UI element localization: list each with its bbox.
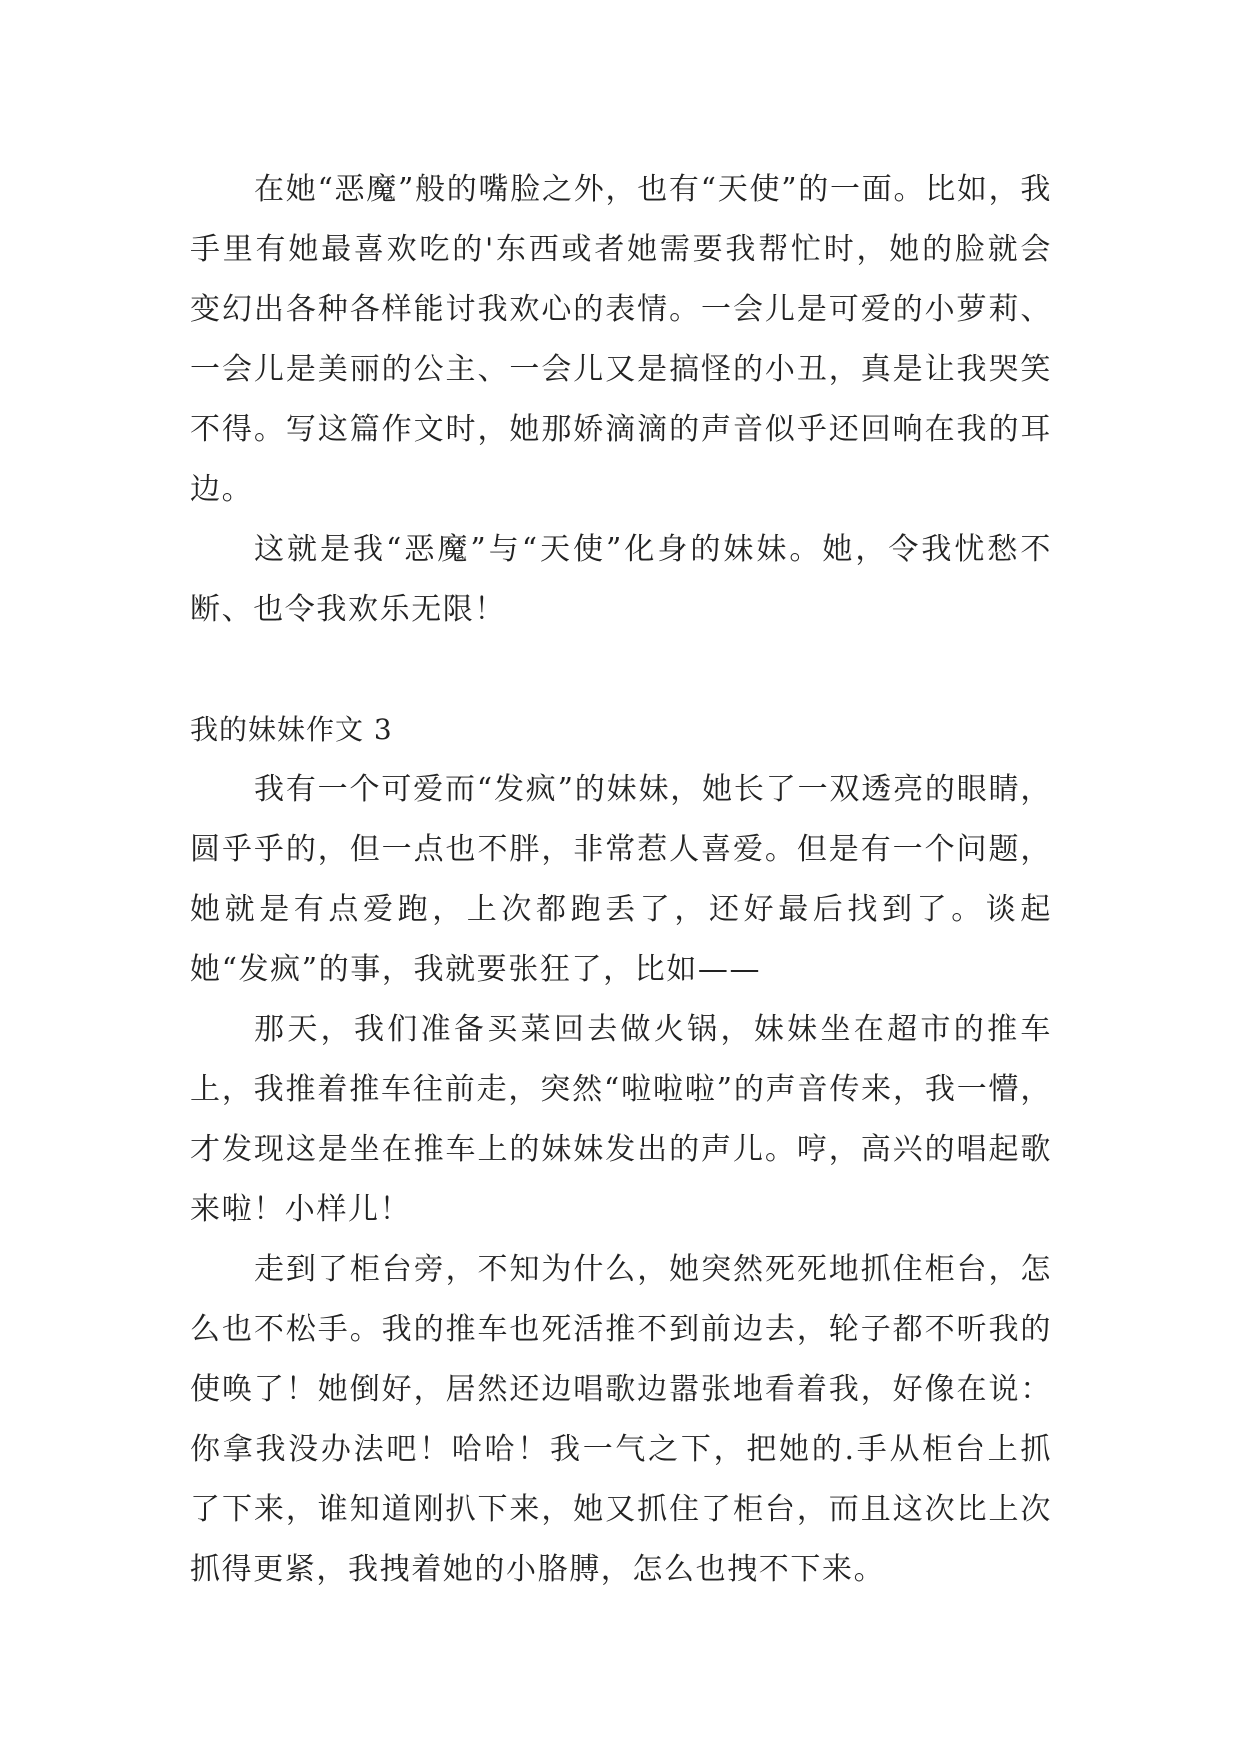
section-title: 我的妹妹作文 3 (190, 713, 393, 746)
paragraph: 那天，我们准备买菜回去做火锅，妹妹坐在超市的推车上，我推着推车往前走，突然“啦啦啦”的声音传来，我一懵，才发现这是坐在推车上的妹妹发出的声儿。哼，高兴的唱起歌来啦！小样儿！ (190, 1012, 1052, 1227)
paragraph: 我有一个可爱而“发疯”的妹妹，她长了一双透亮的眼睛，圆乎乎的，但一点也不胖，非常惹人喜爱。但是有一个问题，她就是有点爱跑，上次都跑丢了，还好最后找到了。谈起她“发疯”的事，我就要张狂了，比如—— (190, 772, 1052, 987)
paragraph: 在她“恶魔”般的嘴脸之外，也有“天使”的一面。比如，我手里有她最喜欢吃的'东西或者她需要我帮忙时，她的脸就会变幻出各种各样能讨我欢心的表情。一会儿是可爱的小萝莉、一会儿是美丽的公主、一会儿又是搞怪的小丑，真是让我哭笑不得。写这篇作文时，她那娇滴滴的声音似乎还回响在我的耳边。 (190, 172, 1052, 507)
paragraph: 走到了柜台旁，不知为什么，她突然死死地抓住柜台，怎么也不松手。我的推车也死活推不到前边去，轮子都不听我的使唤了！她倒好，居然还边唱歌边嚣张地看着我，好像在说：你拿我没办法吧！哈哈！我一气之下，把她的.手从柜台上抓了下来，谁知道刚扒下来，她又抓住了柜台，而且这次比上次抓得更紧，我拽着她的小胳膊，怎么也拽不下来。 (190, 1252, 1052, 1587)
paragraph: 这就是我“恶魔”与“天使”化身的妹妹。她，令我忧愁不断、也令我欢乐无限！ (190, 532, 1052, 627)
document-body (190, 160, 1052, 1600)
